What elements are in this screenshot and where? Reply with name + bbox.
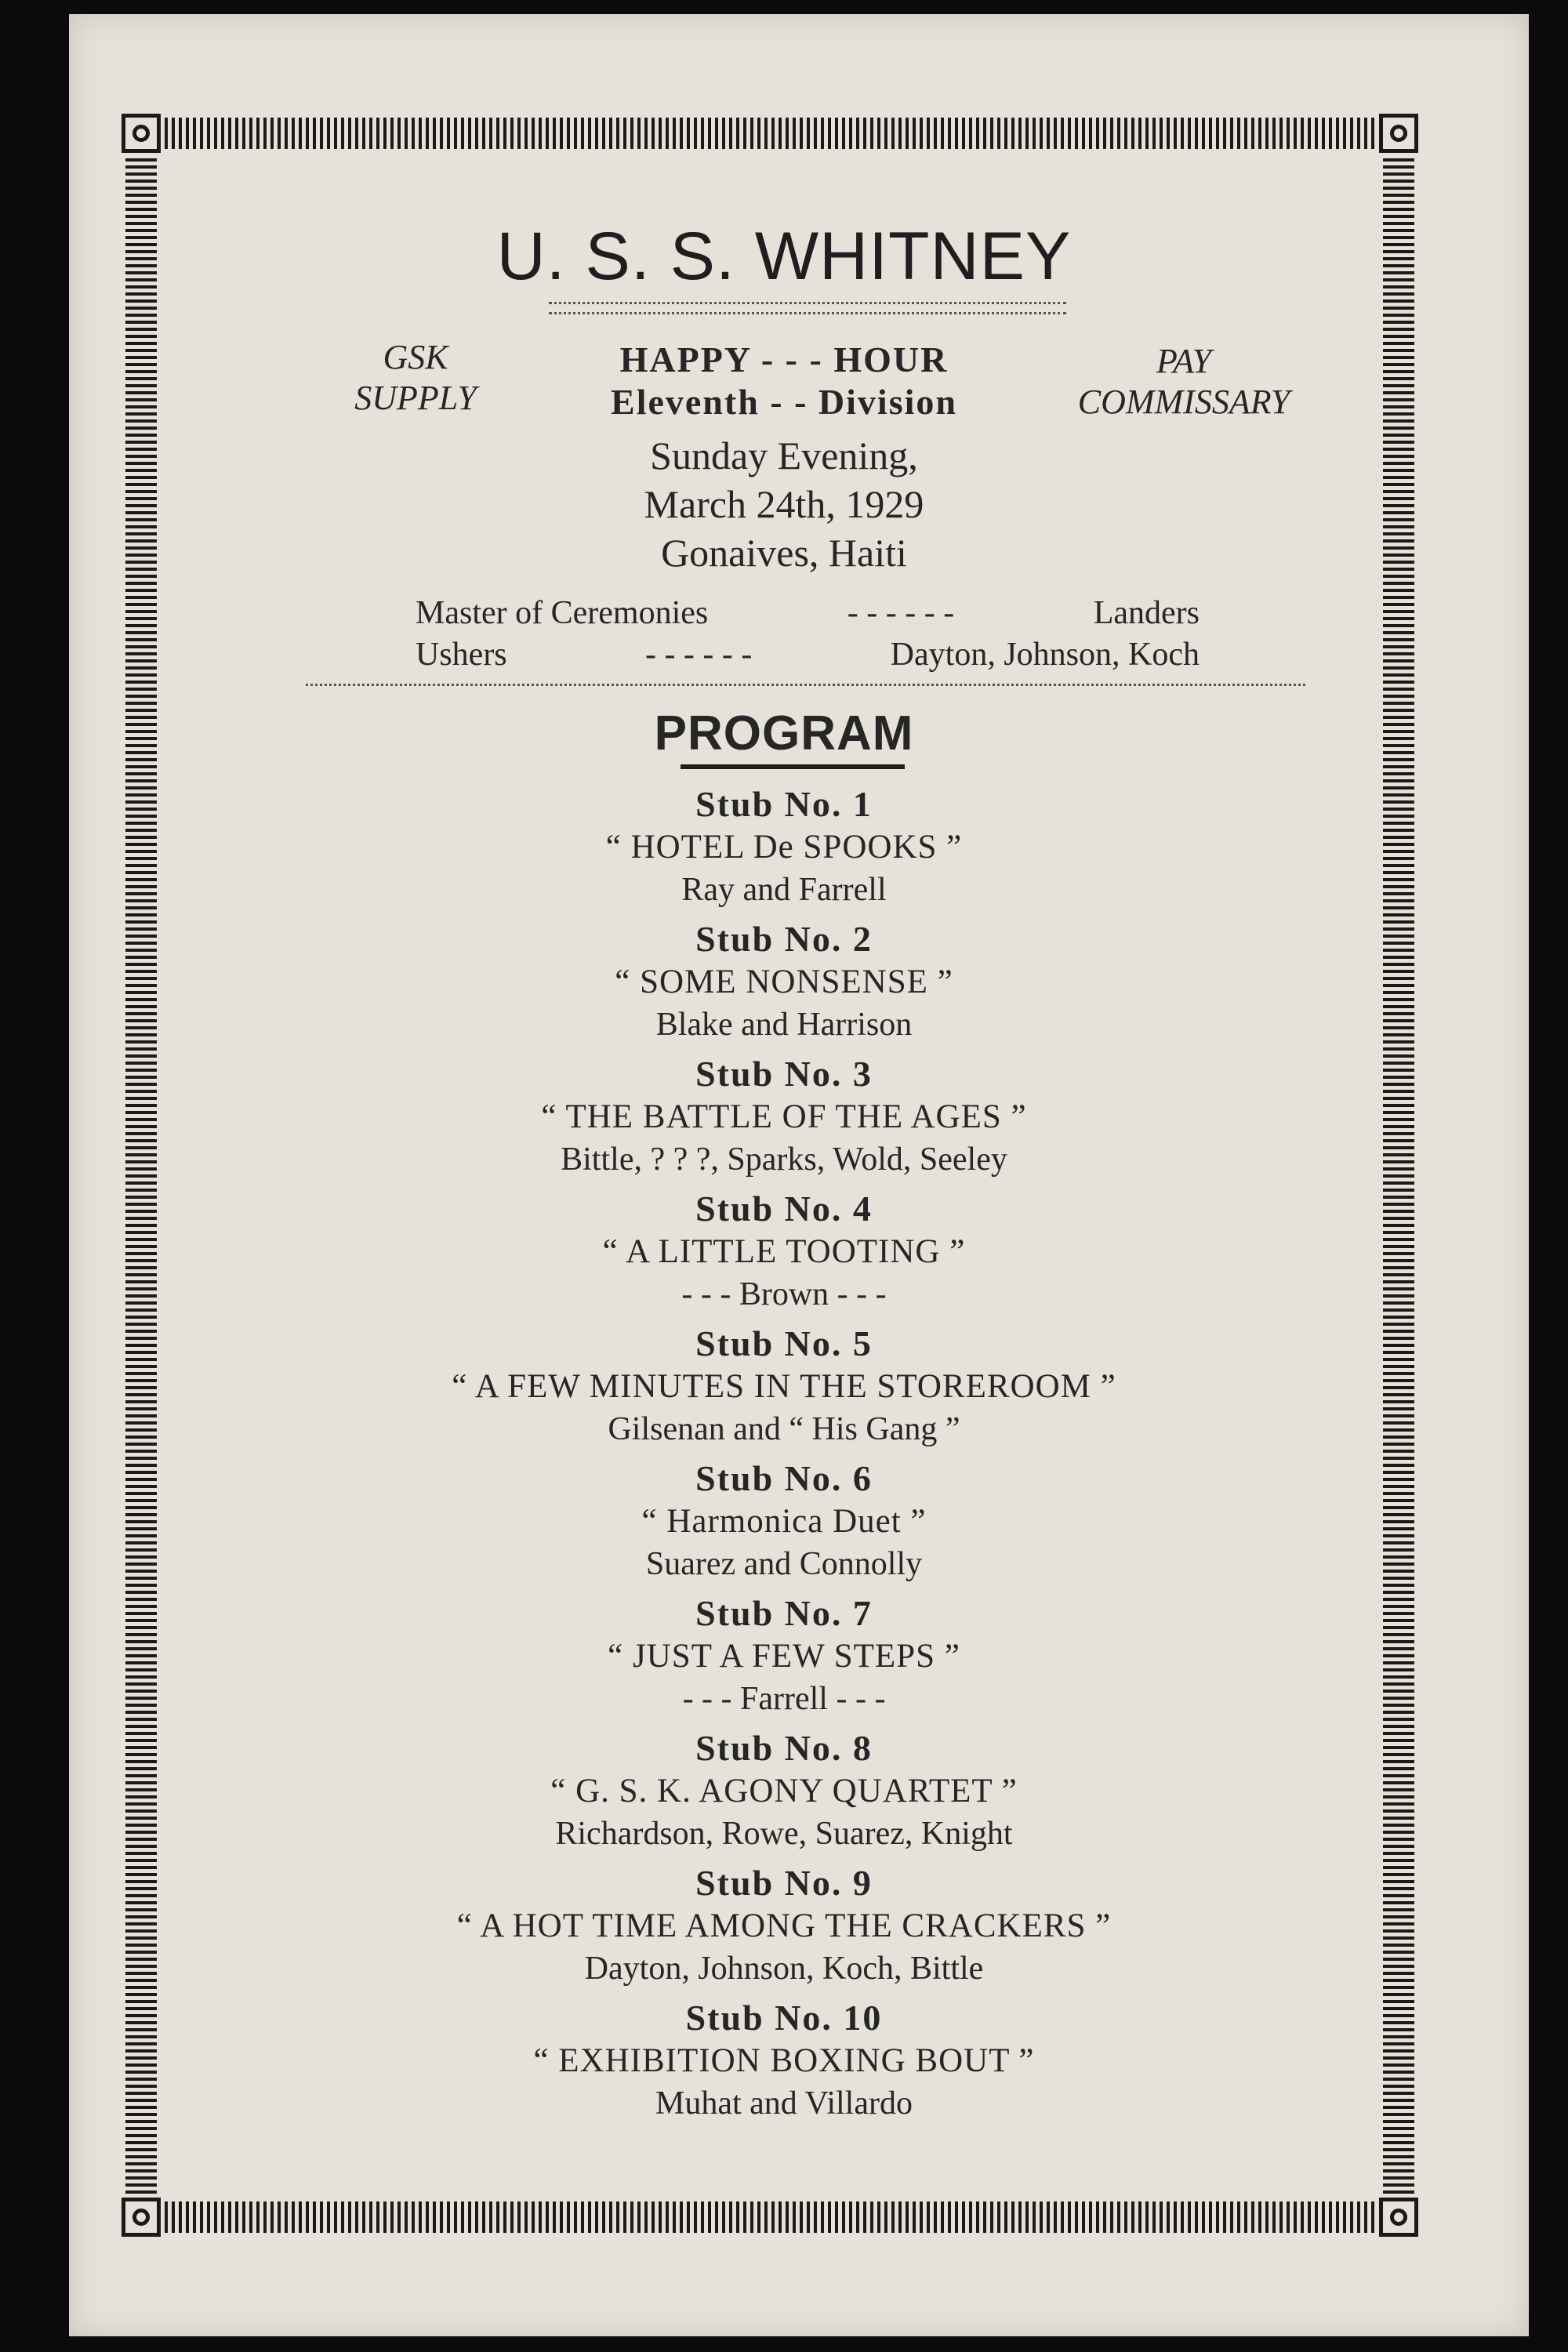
corner-ornament-icon bbox=[1379, 2198, 1418, 2237]
list-item bbox=[0, 1592, 1568, 1726]
stub-title: “ EXHIBITION BOXING BOUT ” bbox=[533, 2042, 1035, 2079]
stub-title: “ SOME NONSENSE ” bbox=[615, 964, 953, 1000]
stub-performers: Gilsenan and “ His Gang ” bbox=[608, 1411, 960, 1447]
stub-label: Stub No. 9 bbox=[695, 1863, 873, 1903]
left-department-line: SUPPLY bbox=[354, 379, 477, 417]
stub-performers: Muhat and Villardo bbox=[655, 2085, 913, 2122]
list-item bbox=[0, 1457, 1568, 1592]
stub-label: Stub No. 7 bbox=[695, 1593, 873, 1633]
right-department-line: COMMISSARY bbox=[1077, 383, 1290, 421]
right-department-line: PAY bbox=[1156, 342, 1212, 380]
stub-performers: Dayton, Johnson, Koch, Bittle bbox=[584, 1951, 984, 1987]
stub-title: “ Harmonica Duet ” bbox=[641, 1503, 927, 1540]
division-line: Eleventh - - Division bbox=[611, 382, 957, 422]
stub-label: Stub No. 10 bbox=[685, 1998, 883, 2038]
program-heading-underline bbox=[681, 764, 905, 769]
credit-role: Ushers bbox=[416, 637, 507, 673]
stub-title: “ A HOT TIME AMONG THE CRACKERS ” bbox=[456, 1907, 1112, 1944]
stub-title: “ JUST A FEW STEPS ” bbox=[608, 1638, 960, 1675]
stub-label: Stub No. 1 bbox=[695, 784, 873, 824]
event-details bbox=[0, 431, 1568, 577]
stub-performers: Richardson, Rowe, Suarez, Knight bbox=[555, 1816, 1013, 1852]
list-item bbox=[0, 1322, 1568, 1457]
credit-dashes: - - - - - - bbox=[644, 637, 753, 673]
corner-ornament-icon bbox=[122, 114, 161, 153]
list-item bbox=[0, 782, 1568, 917]
stub-title: “ HOTEL De SPOOKS ” bbox=[605, 829, 963, 866]
stub-label: Stub No. 6 bbox=[695, 1458, 873, 1498]
event-name bbox=[0, 339, 1568, 423]
credit-row-mc bbox=[416, 592, 1200, 634]
list-item bbox=[0, 1861, 1568, 1996]
program-list bbox=[0, 782, 1568, 2131]
list-item bbox=[0, 1052, 1568, 1187]
stub-label: Stub No. 2 bbox=[695, 919, 873, 959]
border-bottom bbox=[165, 2201, 1375, 2233]
title-divider bbox=[549, 302, 1066, 304]
program-heading: PROGRAM bbox=[654, 706, 914, 760]
corner-ornament-icon bbox=[1379, 114, 1418, 153]
credit-dashes: - - - - - - bbox=[847, 595, 955, 631]
stub-title: “ G. S. K. AGONY QUARTET ” bbox=[550, 1773, 1018, 1809]
title-divider bbox=[549, 312, 1066, 314]
event-place: Gonaives, Haiti bbox=[661, 531, 907, 575]
stub-performers: - - - Farrell - - - bbox=[682, 1681, 886, 1717]
stub-label: Stub No. 5 bbox=[695, 1323, 873, 1363]
event-date: March 24th, 1929 bbox=[644, 482, 924, 526]
ship-title: U. S. S. WHITNEY bbox=[496, 219, 1072, 294]
stub-label: Stub No. 8 bbox=[695, 1728, 873, 1768]
section-divider bbox=[306, 684, 1305, 686]
list-item bbox=[0, 1726, 1568, 1861]
border-top bbox=[165, 118, 1375, 149]
list-item bbox=[0, 1996, 1568, 2131]
stub-performers: - - - Brown - - - bbox=[681, 1276, 887, 1312]
stub-title: “ A LITTLE TOOTING ” bbox=[602, 1233, 966, 1270]
list-item bbox=[0, 917, 1568, 1052]
stub-performers: Suarez and Connolly bbox=[645, 1546, 923, 1582]
right-department bbox=[1043, 341, 1325, 423]
left-department-line: GSK bbox=[383, 338, 448, 376]
event-day: Sunday Evening, bbox=[650, 434, 918, 477]
stub-title: “ A FEW MINUTES IN THE STOREROOM ” bbox=[452, 1368, 1116, 1405]
credit-row-ushers bbox=[416, 633, 1200, 676]
stub-title: “ THE BATTLE OF THE AGES ” bbox=[541, 1098, 1027, 1135]
stub-performers: Blake and Harrison bbox=[655, 1007, 913, 1043]
stub-label: Stub No. 3 bbox=[695, 1054, 873, 1094]
event-name-line: HAPPY - - - HOUR bbox=[619, 339, 949, 379]
corner-ornament-icon bbox=[122, 2198, 161, 2237]
stub-label: Stub No. 4 bbox=[695, 1189, 873, 1229]
credit-role: Master of Ceremonies bbox=[416, 595, 709, 631]
list-item bbox=[0, 1187, 1568, 1322]
stub-performers: Bittle, ? ? ?, Sparks, Wold, Seeley bbox=[561, 1142, 1007, 1178]
credit-names: Dayton, Johnson, Koch bbox=[890, 637, 1200, 673]
credit-names: Landers bbox=[1093, 595, 1200, 631]
stub-performers: Ray and Farrell bbox=[681, 872, 887, 908]
